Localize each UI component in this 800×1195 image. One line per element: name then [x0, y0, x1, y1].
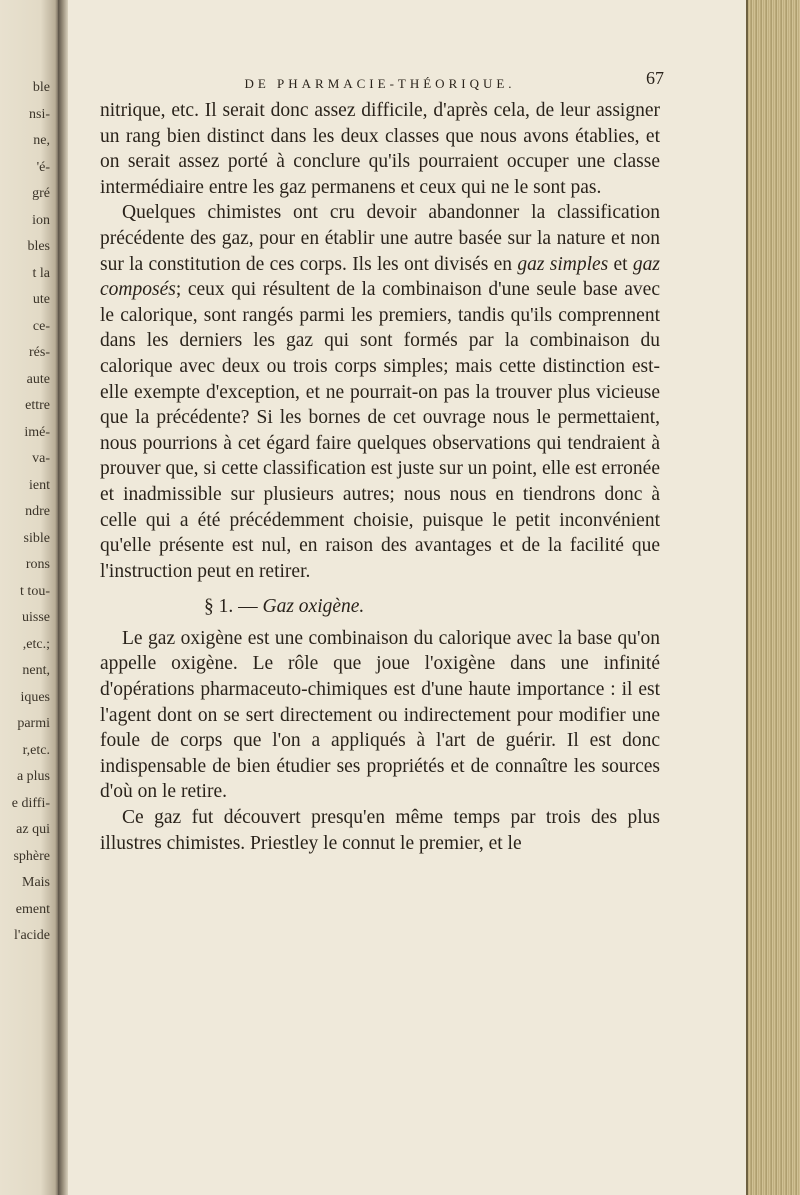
facing-page-fragment: Mais [22, 875, 50, 890]
facing-page-fragment: a plus [16, 769, 50, 784]
book-page [100, 66, 664, 856]
facing-page-fragment: ement [15, 901, 50, 917]
facing-page-fragment: uisse [22, 610, 50, 625]
facing-page-fragment: sphère [13, 848, 50, 864]
facing-page-fragment: ,etc.; [22, 636, 50, 652]
facing-page-fragment: bles [27, 239, 50, 254]
term-gaz-simples: gaz simples [517, 253, 609, 275]
term-gaz-composes: gaz composés [100, 253, 660, 301]
facing-page-fragment: ne, [33, 133, 50, 148]
running-head [100, 66, 664, 92]
facing-page-fragment: rés- [29, 345, 50, 360]
facing-page-fragment: l'acide [14, 928, 50, 943]
book-page-edges [746, 0, 800, 1195]
facing-page-fragment: sible [23, 530, 50, 546]
paragraph-text: et [608, 253, 633, 275]
facing-page-fragment: nent, [22, 663, 50, 678]
facing-page-fragment: nsi- [29, 106, 50, 122]
facing-page-fragment: ion [32, 212, 50, 228]
facing-page-fragment: 'é- [36, 159, 50, 175]
facing-page-fragment: r,etc. [22, 742, 50, 758]
paragraph-text: Quelques chimistes ont cru devoir abandonner la classification précédente des gaz, pour en établir une autre basée sur la nature et non sur la constitution de ces corps. Ils les ont divisés en [100, 202, 660, 275]
facing-page-fragment: ble [32, 80, 50, 95]
paragraph-text: ; ceux qui résultent de la combinaison d'une seule base avec le calorique, sont rangés parmi les premiers, tandis qu'ils comprennent dans les derniers les gaz qui sont formés par la combinaison du calorique avec deux ou trois corps simples; mais cette distinction est-elle exempte d'exception, et ne pourrait-on pas la trouver plus vicieuse que la précédente? Si les bornes de cet ouvrage nous le permettaient, nous pourrions à cet égard faire quelques observations qui tendraient à prouver que, si cette classification est juste sur un point, elle est erronée et inadmissible sur plusieurs autres; nous nous en tiendrons donc à celle qui a été précédemment choisie, puisque le petit inconvénient qu'elle présente est nul, en raison des avantages et de la facilité que l'instruction peut en retirer. [100, 279, 660, 582]
running-head-title: DE PHARMACIE-THÉORIQUE. [244, 76, 516, 91]
facing-page-fragment: e diffi- [11, 795, 50, 811]
facing-page-edge [0, 0, 58, 1195]
page-number: 67 [646, 68, 664, 88]
facing-page-fragment: iques [20, 689, 50, 705]
section-heading [100, 594, 660, 620]
facing-page-fragment: t tou- [20, 583, 50, 599]
facing-page-fragment: ettre [25, 398, 50, 413]
facing-page-fragment: va- [32, 451, 50, 466]
facing-page-fragment: az qui [16, 822, 50, 837]
facing-page-fragment: ndre [25, 504, 50, 519]
paragraph-oxigene: Le gaz oxigène est une combinaison du calorique avec la base qu'on appelle oxigène. Le rôle que joue l'oxigène dans une infinité d'opérations pharmaceuto-chimiques est d'une haute importance : il est l'agent dont on se sert directement ou indirectement pour modifier une foule de corps que l'on a appliqués à l'art de guérir. Il est donc indispensable de bien étudier ses propriétés et de connaître les sources d'où on le retire. [100, 627, 660, 803]
section-title: Gaz oxigène. [262, 596, 365, 618]
facing-page-fragment: gré [32, 186, 50, 201]
facing-page-fragment: ce- [32, 318, 50, 334]
facing-page-fragment: aute [26, 371, 50, 387]
paragraph-decouverte: Ce gaz fut découvert presqu'en même temps par trois des plus illustres chimistes. Priestley le connut le premier, et le [100, 807, 660, 854]
facing-page-fragment: rons [25, 557, 50, 572]
facing-page-fragment: t la [32, 265, 50, 281]
section-marker: § 1. — [204, 596, 258, 618]
facing-page-fragment: parmi [17, 716, 50, 731]
facing-page-fragment: ute [32, 292, 50, 307]
book-gutter [58, 0, 68, 1195]
paragraph-classification [100, 200, 660, 584]
facing-page-fragment: ient [29, 477, 50, 493]
facing-page-fragment: imé- [24, 424, 50, 440]
paragraph-continuation: nitrique, etc. Il serait donc assez difficile, d'après cela, de leur assigner un rang bien distinct dans les deux classes que nous avons établies, et on serait assez porté à conclure qu'ils pourraient occuper une classe intermédiaire entre les gaz permanens et ceux qui ne le sont pas. [100, 100, 660, 198]
